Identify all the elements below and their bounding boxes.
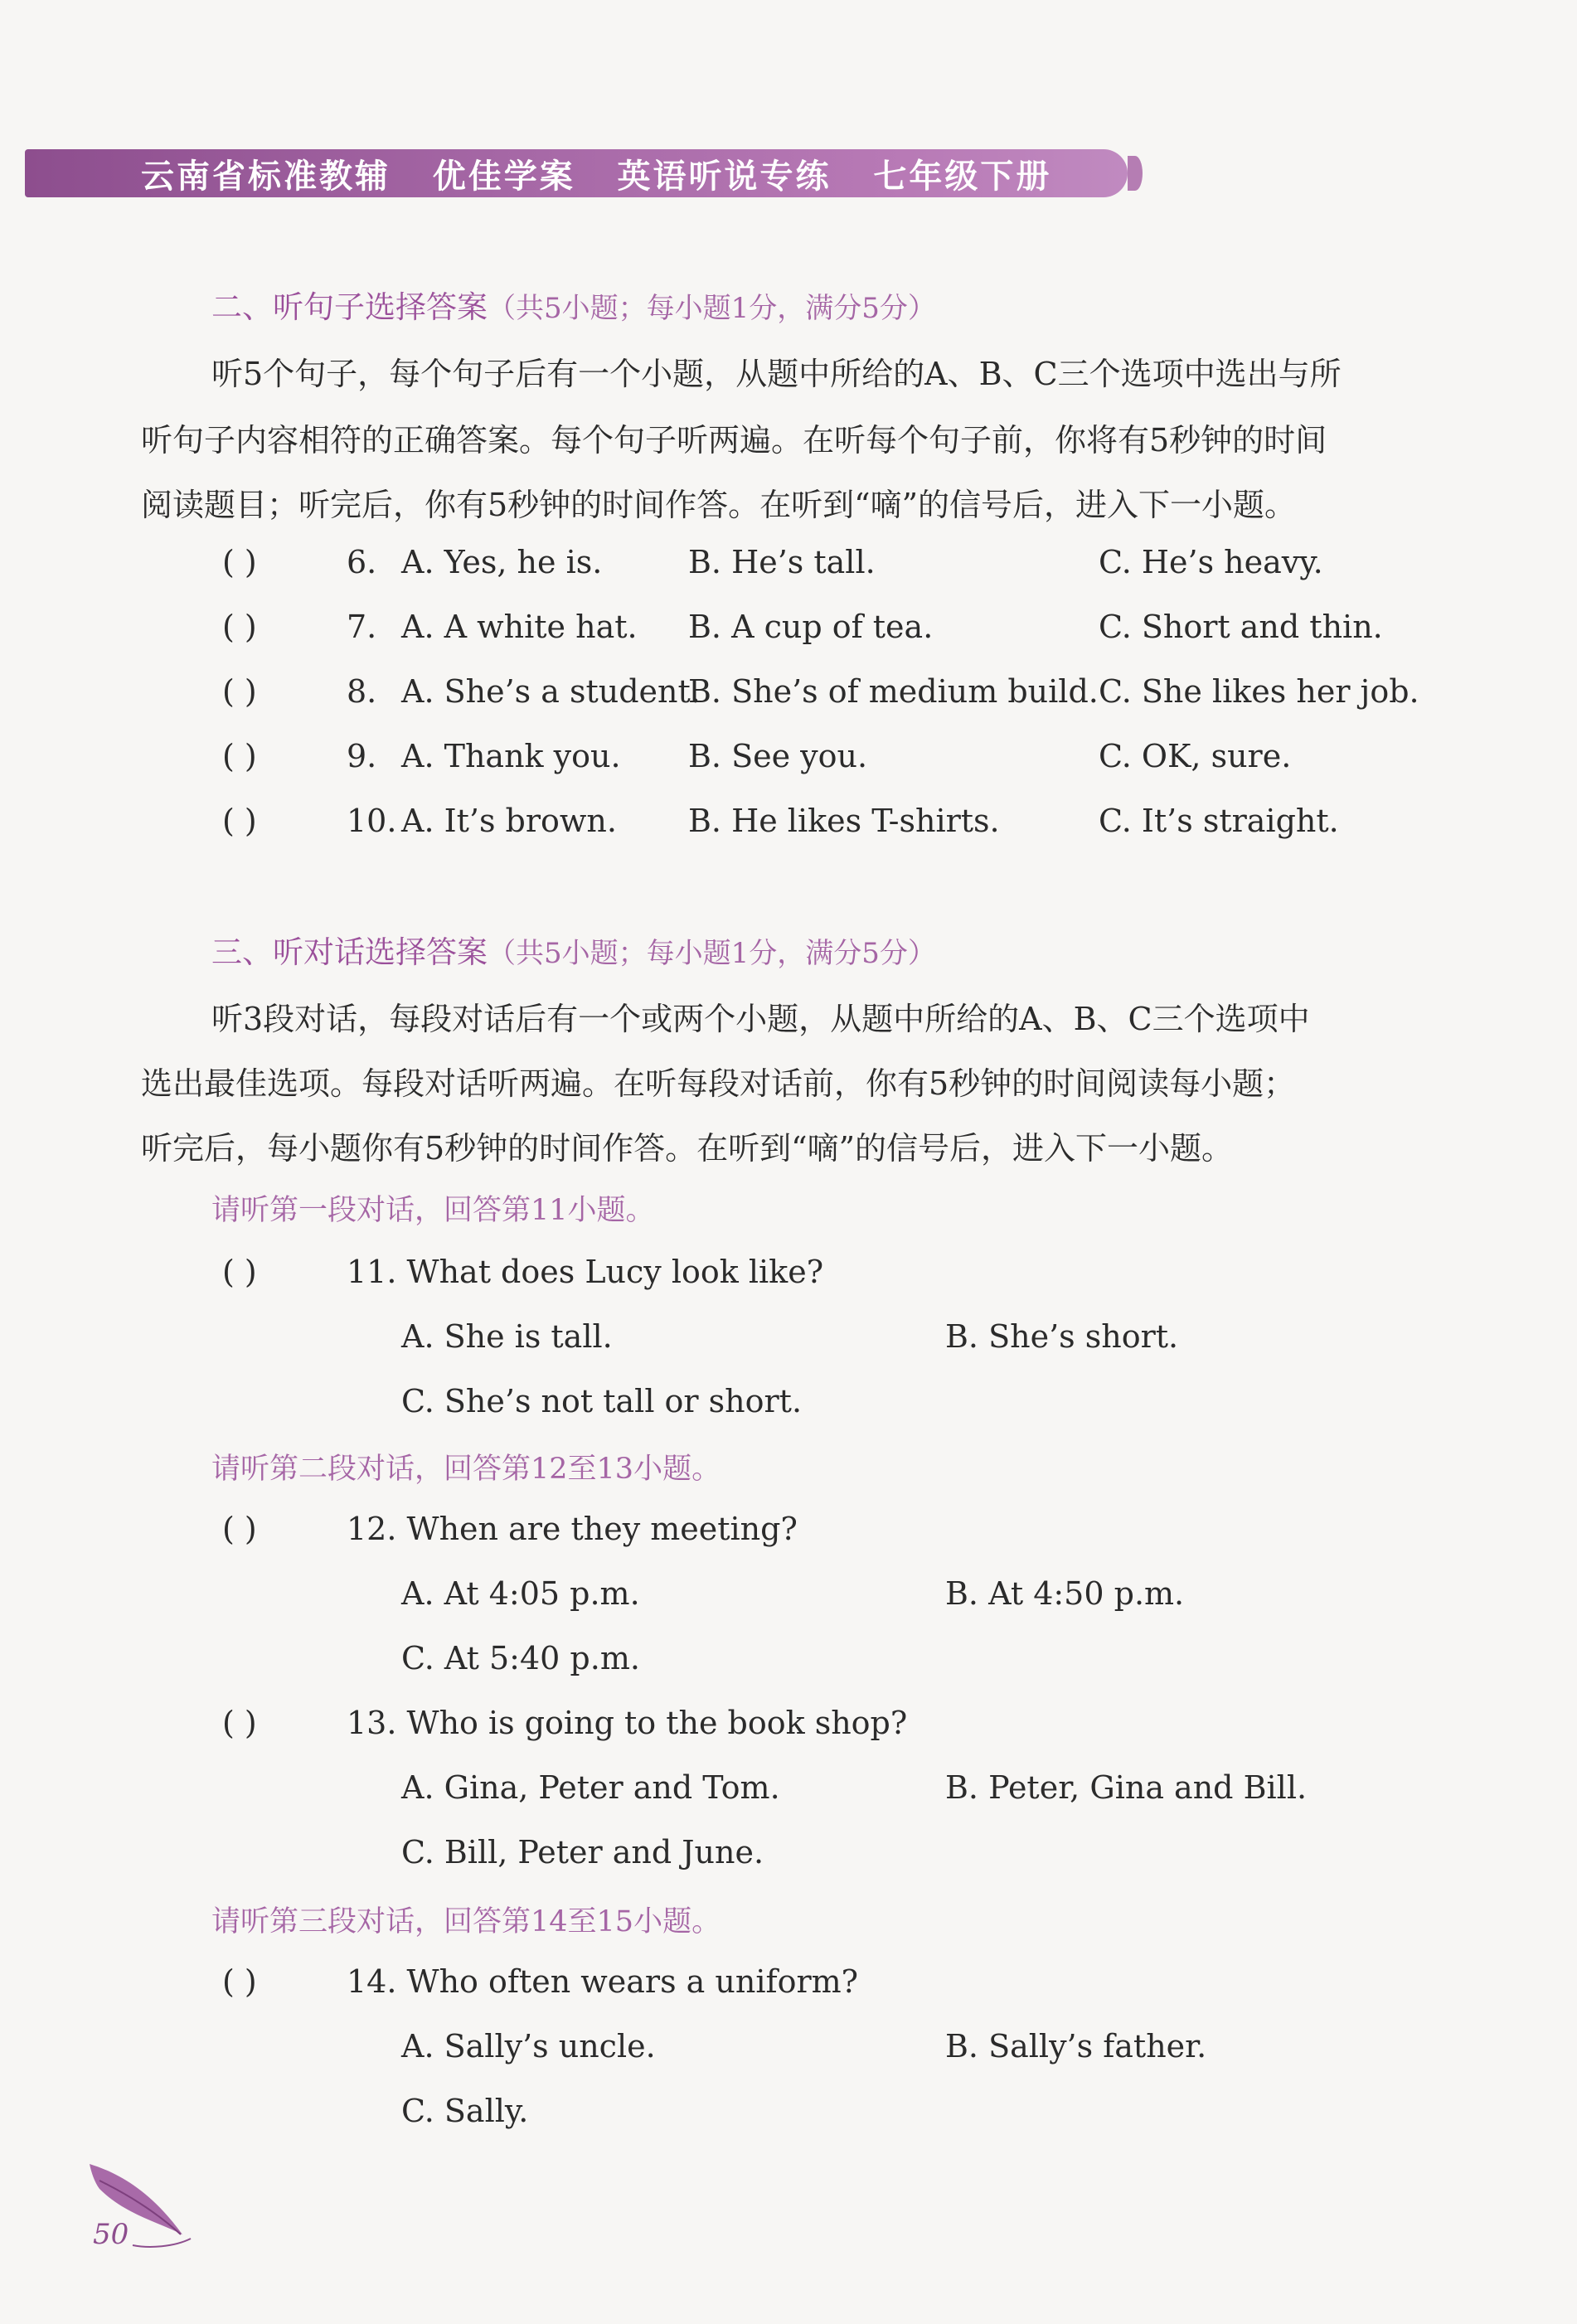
option-a: A. Gina, Peter and Tom.	[401, 1769, 780, 1806]
option-b: B. At 4:50 p.m.	[945, 1575, 1185, 1612]
option-c: C. It’s straight.	[1099, 803, 1339, 839]
option-a: A. A white hat.	[401, 609, 638, 645]
question-stem: 14. Who often wears a uniform?	[347, 1963, 859, 2000]
option-a: A. It’s brown.	[401, 803, 617, 839]
option-b: B. She’s of medium build.	[688, 673, 1099, 710]
option-c: C. At 5:40 p.m.	[401, 1640, 640, 1676]
option-a: A. At 4:05 p.m.	[401, 1575, 640, 1612]
option-c: C. She’s not tall or short.	[401, 1383, 803, 1419]
option-b: B. Sally’s father.	[945, 2028, 1207, 2064]
option-a: A. She’s a student.	[401, 673, 701, 710]
section2-heading	[211, 282, 936, 327]
question-stem: 11. What does Lucy look like?	[347, 1254, 824, 1290]
question-number: 8.	[347, 673, 377, 710]
answer-parenthesis[interactable]: ( )	[222, 803, 257, 839]
option-b: B. Peter, Gina and Bill.	[945, 1769, 1308, 1806]
option-c: C. Bill, Peter and June.	[401, 1834, 764, 1870]
option-b: B. A cup of tea.	[688, 609, 934, 645]
section2-heading-title: 二、听句子选择答案	[211, 289, 488, 325]
answer-parenthesis[interactable]: ( )	[222, 738, 257, 774]
option-a: A. She is tall.	[401, 1318, 613, 1355]
answer-parenthesis[interactable]: ( )	[222, 1963, 257, 2000]
option-c: C. He’s heavy.	[1099, 544, 1323, 580]
option-c: C. Sally.	[401, 2093, 529, 2129]
section3-heading-note: （共5小题；每小题1分，满分5分）	[488, 937, 936, 970]
section3-instruction-line-2: 选出最佳选项。每段对话听两遍。在听每段对话前，你有5秒钟的时间阅读每小题；	[141, 1065, 1296, 1102]
option-b: B. See you.	[688, 738, 868, 774]
section3-instruction-line-1: 听3段对话，每段对话后有一个或两个小题，从题中所给的A、B、C三个选项中	[211, 1001, 1310, 1037]
dialogue1-prompt: 请听第一段对话，回答第11小题。	[211, 1194, 655, 1227]
header-banner-text: 云南省标准教辅 优佳学案 英语听说专练 七年级下册	[141, 157, 1052, 196]
section2-instruction-line-2: 听句子内容相符的正确答案。每个句子听两遍。在听每个句子前，你将有5秒钟的时间	[141, 422, 1327, 458]
section3-heading-title: 三、听对话选择答案	[211, 934, 488, 970]
option-c: C. Short and thin.	[1099, 609, 1383, 645]
answer-parenthesis[interactable]: ( )	[222, 673, 257, 710]
section3-heading	[211, 927, 936, 972]
option-c: C. OK, sure.	[1099, 738, 1292, 774]
option-c: C. She likes her job.	[1099, 673, 1419, 710]
option-b: B. He’s tall.	[688, 544, 876, 580]
answer-parenthesis[interactable]: ( )	[222, 544, 257, 580]
section3-instruction-line-3: 听完后，每小题你有5秒钟的时间作答。在听到“嘀”的信号后，进入下一小题。	[141, 1130, 1234, 1167]
question-number: 7.	[347, 609, 377, 645]
answer-parenthesis[interactable]: ( )	[222, 609, 257, 645]
answer-parenthesis[interactable]: ( )	[222, 1254, 257, 1290]
option-b: B. He likes T-shirts.	[688, 803, 1000, 839]
question-number: 9.	[347, 738, 377, 774]
answer-parenthesis[interactable]: ( )	[222, 1511, 257, 1547]
section2-heading-note: （共5小题；每小题1分，满分5分）	[488, 292, 936, 325]
section2-instruction-line-1: 听5个句子，每个句子后有一个小题，从题中所给的A、B、C三个选项中选出与所	[211, 356, 1342, 392]
option-a: A. Sally’s uncle.	[401, 2028, 656, 2064]
page-number: 50	[93, 2218, 129, 2251]
question-number: 6.	[347, 544, 377, 580]
dialogue2-prompt: 请听第二段对话，回答第12至13小题。	[211, 1453, 721, 1486]
question-stem: 12. When are they meeting?	[347, 1511, 798, 1547]
option-a: A. Yes, he is.	[401, 544, 603, 580]
header-banner	[25, 149, 1128, 197]
question-stem: 13. Who is going to the book shop?	[347, 1705, 908, 1741]
section2-instruction-line-3: 阅读题目；听完后，你有5秒钟的时间作答。在听到“嘀”的信号后，进入下一小题。	[141, 487, 1297, 523]
question-number: 10.	[347, 803, 397, 839]
answer-parenthesis[interactable]: ( )	[222, 1705, 257, 1741]
option-a: A. Thank you.	[401, 738, 621, 774]
dialogue3-prompt: 请听第三段对话，回答第14至15小题。	[211, 1905, 721, 1938]
option-b: B. She’s short.	[945, 1318, 1179, 1355]
